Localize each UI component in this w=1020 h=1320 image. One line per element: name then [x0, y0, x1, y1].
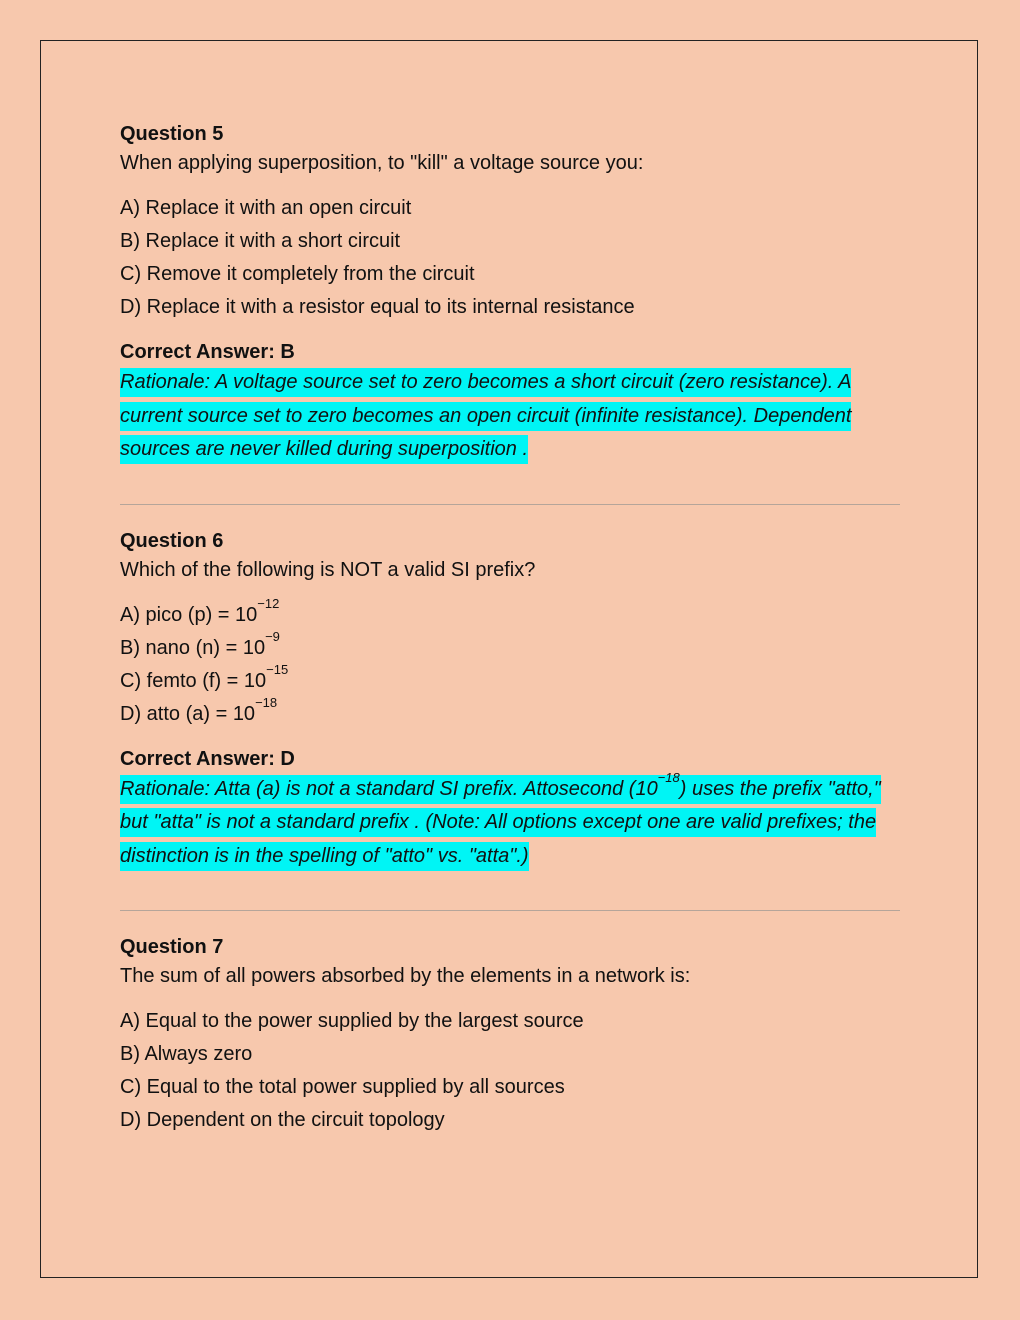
option-text: D) atto (a) = 10 — [120, 702, 256, 725]
rationale-text — [120, 769, 881, 871]
question-text: When applying superposition, to "kill" a voltage source you: — [120, 152, 644, 174]
option-list — [120, 192, 900, 324]
rationale — [120, 769, 900, 874]
rationale-exponent: −18 — [657, 769, 680, 785]
option-a: A) Equal to the power supplied by the largest source — [120, 1010, 584, 1032]
question-text: Which of the following is NOT a valid SI prefix? — [120, 558, 536, 581]
option-text: C) femto (f) = 10 — [120, 669, 267, 692]
option-a — [120, 595, 900, 632]
question-6 — [120, 527, 900, 874]
document-content — [120, 120, 900, 1151]
option-list — [120, 595, 900, 731]
rationale-text-end: ) uses the prefix "atto," but "atta" is not a standard prefix . (Note: All options except one are valid prefixes; the distinction is in the spelling of "atto" vs. "atta".) — [120, 777, 881, 867]
rationale-text: Rationale: A voltage source set to zero becomes a short circuit (zero resistance). A current source set to zero becomes an open circuit (infinite resistance). Dependent sources are never killed during superposition . — [120, 368, 851, 464]
question-7 — [120, 933, 900, 1137]
correct-answer: Correct Answer: D — [120, 747, 295, 770]
rationale-text-start: Rationale: Atta (a) is not a standard SI prefix. Attosecond (10 — [120, 777, 658, 800]
question-title: Question 6 — [120, 529, 224, 552]
question-title: Question 7 — [120, 936, 224, 958]
option-c: C) Remove it completely from the circuit — [120, 263, 475, 285]
option-text: A) pico (p) = 10 — [120, 603, 258, 626]
divider — [120, 910, 900, 911]
question-title: Question 5 — [120, 123, 224, 145]
option-list — [120, 1005, 900, 1137]
option-d — [120, 694, 900, 731]
option-d: D) Replace it with a resistor equal to its internal resistance — [120, 296, 635, 318]
option-exponent: −9 — [265, 628, 280, 644]
rationale — [120, 366, 900, 467]
option-exponent: −12 — [257, 595, 280, 611]
correct-answer: Correct Answer: B — [120, 341, 295, 363]
option-c: C) Equal to the total power supplied by all sources — [120, 1076, 565, 1098]
option-text: B) nano (n) = 10 — [120, 636, 266, 659]
question-5 — [120, 120, 900, 467]
option-b: B) Always zero — [120, 1043, 253, 1065]
option-exponent: −15 — [266, 661, 289, 677]
option-exponent: −18 — [255, 694, 278, 710]
option-b — [120, 628, 900, 665]
option-d: D) Dependent on the circuit topology — [120, 1109, 445, 1131]
option-b: B) Replace it with a short circuit — [120, 230, 401, 252]
question-text: The sum of all powers absorbed by the elements in a network is: — [120, 965, 691, 987]
option-a: A) Replace it with an open circuit — [120, 197, 412, 219]
option-c — [120, 661, 900, 698]
divider — [120, 504, 900, 505]
